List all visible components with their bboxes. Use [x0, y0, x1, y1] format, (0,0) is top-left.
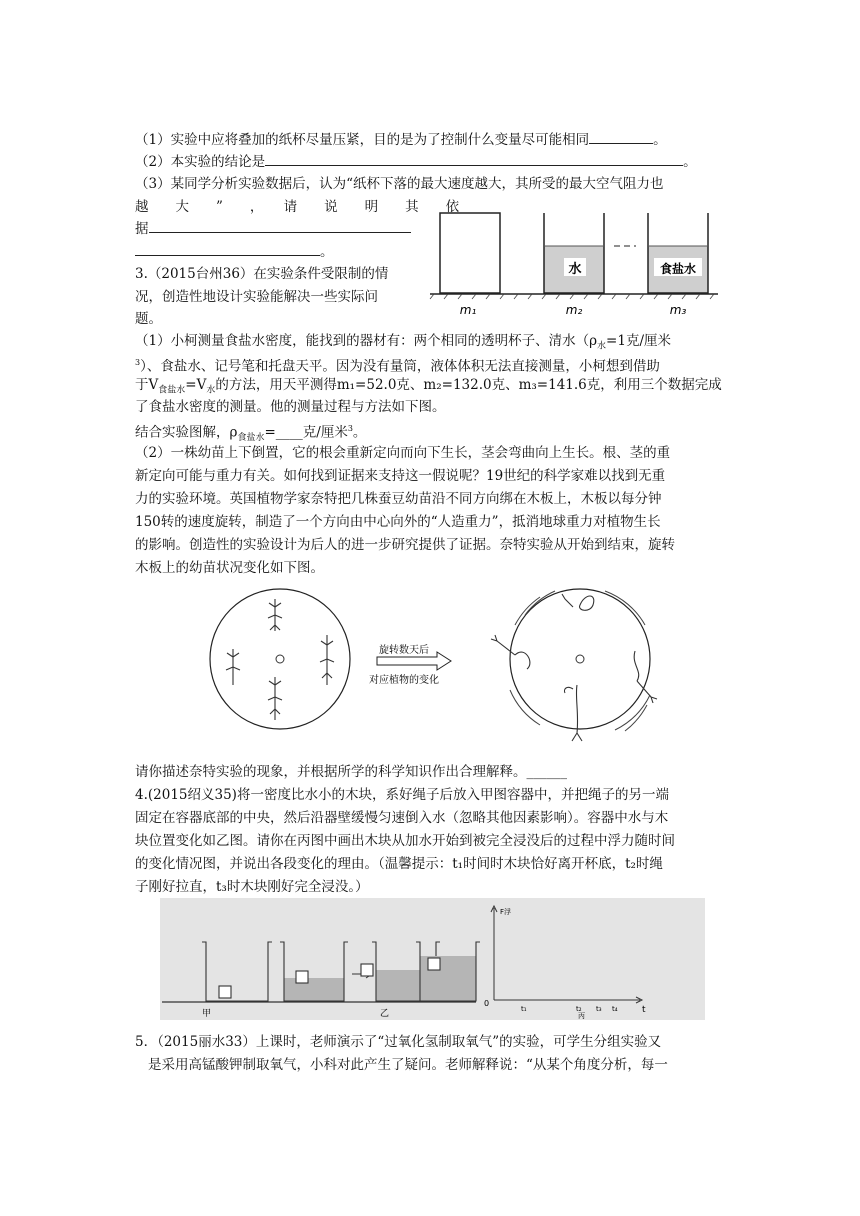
- p3-s2-l5: 的影响。创造性的实验设计为后人的进一步研究提供了证据。奈特实验从开始到结束，旋转: [135, 537, 675, 553]
- tick-t2: t₂: [576, 1005, 582, 1013]
- cup-empty: [440, 213, 500, 293]
- p4-l5: 子刚好拉直，t₃时木块刚好完全浸没。）: [135, 879, 369, 895]
- tick-t4: t₄: [612, 1005, 618, 1013]
- salt-water-label: 食盐水: [659, 262, 697, 276]
- p3-s2-l2: 新定向可能与重力有关。如何找到证据来支持这一假说呢？19世纪的科学家难以找到无重: [135, 468, 666, 484]
- m1-label: m₁: [459, 303, 477, 317]
- p3-s2-l3: 力的实验环境。英国植物学家奈特把几株蚕豆幼苗沿不同方向绑在木板上，木板以每分钟: [135, 491, 662, 507]
- p3-s1-l2: $^3$）、食盐水、记号笔和托盘天平。因为没有量筒，液体体积无法直接测量，小柯想到借助: [135, 358, 660, 375]
- p5-l2: 是采用高锰酸钾制取氧气，小科对此产生了疑问。老师解释说：“从某个角度分析，每一: [148, 1057, 668, 1073]
- arrow-top-label: 旋转数天后: [379, 645, 429, 656]
- m2-label: m₂: [565, 303, 583, 317]
- beaker-buoyancy-figure: [160, 898, 705, 1020]
- p3-title-2: 况，创造性地设计实验能解决一些实际问: [135, 289, 378, 305]
- rotation-arrow: [369, 643, 451, 686]
- q-3c: 据: [135, 218, 411, 240]
- tick-t1: t₁: [521, 1005, 527, 1013]
- q-2: （2）本实验的结论是 。: [135, 151, 697, 173]
- board-before: [210, 589, 350, 729]
- q-3a: （3）某同学分析实验数据后，认为“纸杯下落的最大速度越大，其所受的最大空气阻力也: [135, 176, 664, 192]
- label-yi: 乙: [380, 1009, 390, 1019]
- q-3b: 越 大 ” ， 请 说 明 其 依: [135, 199, 460, 215]
- p3-title-3: 题。: [135, 311, 162, 327]
- p4-l3: 块位置变化如乙图。请你在丙图中画出木块从加水开始到被完全浸没后的过程中浮力随时间: [135, 833, 675, 849]
- arrow-bottom-label: 对应植物的变化: [369, 675, 439, 686]
- cups-figure: [428, 208, 720, 320]
- p3-s1-l1: （1）小柯测量食盐水密度，能找到的器材有：两个相同的透明杯子、清水（$\rho_水=1$克/厘米: [135, 333, 671, 352]
- axis-y-label: F浮: [500, 908, 512, 916]
- label-jia: 甲: [202, 1009, 212, 1019]
- p3-s2-l1: （2）一株幼苗上下倒置，它的根会重新定向而向下生长，茎会弯曲向上生长。根、茎的重: [135, 445, 671, 461]
- water-label: 水: [568, 262, 582, 277]
- q-1: （1）实验中应将叠加的纸杯尽量压紧，目的是为了控制什么变量尽可能相同 。: [135, 129, 667, 151]
- cup-salt-water: [648, 213, 708, 293]
- axis-x-label: t: [642, 1005, 646, 1015]
- tick-t3: t₃: [596, 1005, 602, 1013]
- p4-l2: 固定在容器底部的中央，然后沿器壁缓慢匀速倒入水（忽略其他因素影响）。容器中水与木: [135, 810, 669, 826]
- p5-l1: 5．（2015丽水33）上课时，老师演示了“过氧化氢制取氧气”的实验，可学生分组实验又: [135, 1034, 662, 1050]
- p3-s2-ask: 请你描述奈特实验的现象，并根据所学的科学知识作出合理解释。______: [135, 764, 567, 780]
- p3-s1-l4: 了食盐水密度的测量。他的测量过程与方法如下图。: [135, 399, 446, 415]
- board-after: [510, 589, 650, 729]
- m3-label: m₃: [669, 303, 687, 317]
- p3-s1-l5: 结合实验图解，$\rho_{食盐水}=\_\_\_\_$克/厘米$^3$。: [135, 424, 367, 444]
- q-3d: 。: [135, 241, 334, 263]
- p3-title-1: 3.（2015台州36）在实验条件受限制的情: [135, 266, 389, 282]
- p3-s2-l6: 木板上的幼苗状况变化如下图。: [135, 560, 324, 576]
- p3-s2-l4: 150转的速度旋转，制造了一个方向由中心向外的“人造重力”，抵消地球重力对植物生长: [135, 514, 661, 530]
- seedlings-before: [226, 599, 334, 720]
- p4-l4: 的变化情况图，并说出各段变化的理由。（温馨提示：t₁时间时木块恰好离开杯底，t₂时绳: [135, 856, 663, 872]
- origin-label: 0: [484, 999, 490, 1008]
- p3-s1-l3: 于$V_{食盐水}=V_水$的方法，用天平测得m₁=52.0克、m₂=132.0克、m₃=141.6克，利用三个数据完成: [135, 377, 722, 396]
- label-bing: 丙: [578, 1012, 585, 1020]
- p4-l1: 4.(2015绍义35)将一密度比水小的木块，系好绳子后放入甲图容器中，并把绳子的另一端: [135, 787, 669, 803]
- cup-water: [544, 213, 604, 293]
- seedling-rotation-figure: [205, 585, 685, 745]
